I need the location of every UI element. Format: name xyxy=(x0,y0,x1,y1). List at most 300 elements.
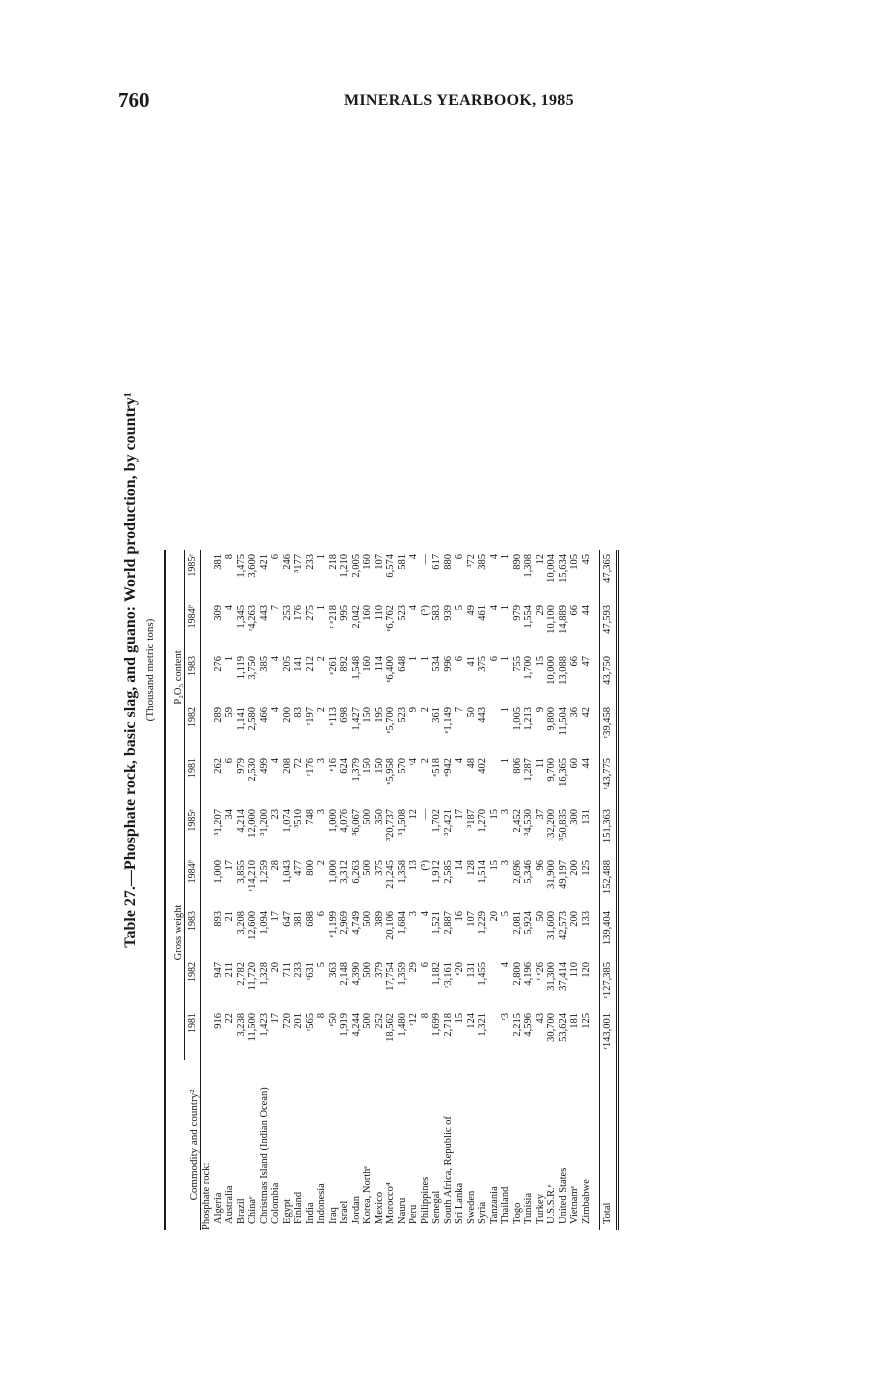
value-cell: 5,346 xyxy=(523,860,534,884)
value-cell: 1,684 xyxy=(396,911,408,935)
country-cell: Thailand xyxy=(500,1186,511,1224)
value-cell: ³4,530 xyxy=(523,809,534,836)
value-cell: 523 xyxy=(396,707,408,723)
table-row xyxy=(454,550,466,1230)
value-cell: 12 xyxy=(408,809,419,820)
table-row xyxy=(408,550,420,1230)
value-cell: ʳ197 xyxy=(304,707,316,726)
value-cell: 806 xyxy=(511,758,523,774)
table-row xyxy=(316,550,328,1230)
value-cell: 1,554 xyxy=(523,605,534,629)
group-header-gross-weight: Gross weight xyxy=(165,805,185,1060)
spacer-cell xyxy=(592,550,600,1230)
value-cell: 2,585 xyxy=(442,860,454,884)
value-cell: 133 xyxy=(580,911,592,927)
value-cell: 59 xyxy=(224,707,235,718)
value-cell: 11,504 xyxy=(557,707,569,736)
value-cell: 17,754 xyxy=(385,962,396,991)
value-cell: 252 xyxy=(373,1013,385,1029)
value-cell: 309 xyxy=(212,605,224,621)
value-cell: 979 xyxy=(511,605,523,621)
value-cell: 4 xyxy=(488,554,500,560)
table-row xyxy=(558,550,570,1230)
value-cell: 4,076 xyxy=(339,809,350,833)
value-cell: ᵉ261 xyxy=(327,656,339,675)
table-row xyxy=(546,550,558,1230)
value-cell: 125 xyxy=(580,1013,592,1029)
value-cell: 208 xyxy=(281,758,293,774)
country-cell: Philippines xyxy=(419,1176,431,1224)
table-row xyxy=(259,550,271,1230)
country-cell: Brazil xyxy=(235,1198,247,1224)
value-cell: ³187 xyxy=(465,809,477,828)
value-cell: 375 xyxy=(373,860,385,876)
value-cell: 1 xyxy=(500,554,511,560)
value-cell: 2 xyxy=(316,860,327,866)
value-cell: 8 xyxy=(224,554,235,560)
value-cell: 3 xyxy=(316,758,327,764)
value-cell: 2 xyxy=(316,707,327,713)
value-cell xyxy=(489,754,501,805)
value-cell: ᵉ20 xyxy=(454,962,465,976)
value-cell: 15 xyxy=(454,1013,465,1024)
value-cell: 995 xyxy=(339,605,350,621)
value-cell: 375 xyxy=(477,656,488,672)
country-cell: Korea, Northᵉ xyxy=(362,1165,373,1224)
value-cell: 29 xyxy=(408,962,419,973)
value-cell: 195 xyxy=(373,707,385,723)
country-cell: South Africa, Republic of xyxy=(442,1116,454,1224)
value-cell: 1 xyxy=(224,656,235,662)
value-cell xyxy=(489,703,501,754)
value-cell: 21,245 xyxy=(385,860,396,889)
value-cell: 4,196 xyxy=(523,962,534,986)
table-row xyxy=(385,550,397,1230)
value-cell: 2,887 xyxy=(442,911,454,935)
country-cell: Peru xyxy=(408,1204,419,1224)
value-cell: 31,600 xyxy=(546,911,557,940)
value-cell: 947 xyxy=(212,962,224,978)
country-cell: Iraq xyxy=(327,1207,339,1224)
value-cell: 21 xyxy=(224,911,235,922)
value-cell: 176 xyxy=(293,605,304,621)
country-cell: Australia xyxy=(224,1185,235,1224)
value-cell: 5 xyxy=(454,605,465,611)
country-cell: Nauru xyxy=(396,1197,408,1224)
value-cell: 523 xyxy=(396,605,408,621)
value-cell: 1 xyxy=(500,758,511,764)
value-cell: 16 xyxy=(454,911,465,922)
value-cell: 37,414 xyxy=(557,962,569,991)
value-cell: 66 xyxy=(569,605,580,616)
value-cell: 2,215 xyxy=(511,1013,523,1037)
value-cell: 110 xyxy=(569,962,580,978)
value-cell: 1,308 xyxy=(523,554,534,578)
country-cell: Egypt xyxy=(281,1198,293,1224)
value-cell: 3 xyxy=(500,860,511,866)
value-cell: 617 xyxy=(431,554,442,570)
value-cell: 4 xyxy=(270,707,281,713)
value-cell: 233 xyxy=(304,554,316,570)
value-cell: ᵉ1,199 xyxy=(327,911,339,938)
value-cell: 2,718 xyxy=(442,1013,454,1037)
value-cell: 11,500 xyxy=(247,1013,258,1042)
total-value-cell: ʳ143,001 xyxy=(600,1009,618,1060)
value-cell: 1,094 xyxy=(258,911,270,935)
value-cell: 4,244 xyxy=(350,1013,362,1037)
value-cell: 892 xyxy=(339,656,350,672)
value-cell: 4 xyxy=(270,758,281,764)
value-cell: 23 xyxy=(270,809,281,820)
value-cell: 3 xyxy=(500,809,511,815)
value-cell: 2,148 xyxy=(339,962,350,986)
value-cell: 44 xyxy=(580,605,592,616)
value-cell: 211 xyxy=(224,962,235,978)
value-cell: 22 xyxy=(224,1013,235,1024)
value-cell: 688 xyxy=(304,911,316,927)
value-cell: 110 xyxy=(373,605,385,621)
value-cell: 1,475 xyxy=(235,554,247,578)
value-cell: 5,924 xyxy=(523,911,534,935)
table-row xyxy=(397,550,409,1230)
table-row xyxy=(351,550,363,1230)
value-cell: 13 xyxy=(408,860,419,871)
value-cell: 2,042 xyxy=(350,605,362,629)
table-row xyxy=(581,550,593,1230)
value-cell: 916 xyxy=(212,1013,224,1029)
value-cell: 44 xyxy=(580,758,592,769)
value-cell: 15,634 xyxy=(557,554,569,583)
country-cell: Morocco⁴ xyxy=(385,1182,396,1224)
value-cell: 1 xyxy=(500,707,511,713)
value-cell: 570 xyxy=(396,758,408,774)
total-value-cell: 47,365 xyxy=(600,550,618,601)
table-row xyxy=(523,550,535,1230)
value-cell: ʳ3,161 xyxy=(442,962,454,988)
value-cell: ʳ631 xyxy=(304,962,316,981)
country-cell: U.S.S.R.ᵉ xyxy=(546,1184,557,1224)
value-cell: ᵉ113 xyxy=(327,707,339,726)
value-cell: 1,229 xyxy=(477,911,488,935)
value-cell: 4,214 xyxy=(235,809,247,833)
total-value-cell: 152,488 xyxy=(600,856,618,907)
table-row xyxy=(224,550,236,1230)
value-cell: ³177 xyxy=(293,554,304,573)
value-cell: 10,100 xyxy=(546,605,557,634)
value-cell: 4,749 xyxy=(350,911,362,935)
value-cell: 880 xyxy=(442,554,454,570)
value-cell: 3,855 xyxy=(235,860,247,884)
value-cell: 6 xyxy=(419,962,431,968)
value-cell: 6 xyxy=(316,911,327,917)
value-cell: 1,287 xyxy=(523,758,534,782)
table-row xyxy=(466,550,478,1230)
value-cell: 28 xyxy=(270,860,281,871)
year-header: 1985ᵉ xyxy=(185,550,201,601)
country-cell: Mexico xyxy=(373,1191,385,1224)
value-cell: 1,480 xyxy=(396,1013,408,1037)
value-cell: 160 xyxy=(362,656,373,672)
country-cell: United States xyxy=(557,1167,569,1224)
value-cell: 1 xyxy=(500,656,511,662)
year-header: 1984ᴾ xyxy=(185,856,201,907)
value-cell: 181 xyxy=(569,1013,580,1029)
value-cell: 1,345 xyxy=(235,605,247,629)
value-cell: 20,106 xyxy=(385,911,396,940)
value-cell: 4 xyxy=(224,605,235,611)
value-cell: ʳ ᵉ26 xyxy=(534,962,546,981)
value-cell: 5 xyxy=(500,911,511,917)
value-cell: 2,782 xyxy=(235,962,247,986)
value-cell: 1,119 xyxy=(235,656,247,680)
value-cell: 1,699 xyxy=(431,1013,442,1037)
value-cell: 890 xyxy=(511,554,523,570)
value-cell: 1,000 xyxy=(327,809,339,833)
value-cell: 45 xyxy=(580,554,592,565)
year-header: 1982 xyxy=(185,703,201,754)
value-cell: 1 xyxy=(500,605,511,611)
value-cell: 1,005 xyxy=(511,707,523,731)
value-cell: 477 xyxy=(293,860,304,876)
value-cell: 12,600 xyxy=(247,911,258,940)
value-cell: 31,300 xyxy=(546,962,557,991)
value-cell: 83 xyxy=(293,707,304,718)
table-row xyxy=(247,550,259,1230)
value-cell: 500 xyxy=(362,809,373,825)
section-row xyxy=(201,550,213,1230)
value-cell: ᵉ942 xyxy=(442,758,454,777)
table-row xyxy=(489,550,501,1230)
value-cell xyxy=(489,1009,501,1060)
value-cell: 581 xyxy=(396,554,408,570)
value-cell: 212 xyxy=(304,656,316,672)
value-cell: ³510 xyxy=(293,809,304,828)
value-cell: 466 xyxy=(258,707,270,723)
value-cell: 6,263 xyxy=(350,860,362,884)
value-cell: 1,455 xyxy=(477,962,488,986)
value-cell: 9 xyxy=(408,707,419,713)
value-cell: 1,000 xyxy=(327,860,339,884)
value-cell: 17 xyxy=(270,1013,281,1024)
value-cell: 1,321 xyxy=(477,1013,488,1037)
value-cell: 1,210 xyxy=(339,554,350,578)
year-header: 1981 xyxy=(185,754,201,805)
value-cell: 4 xyxy=(270,656,281,662)
group-header-p2o5-content: P₂O₅ content xyxy=(165,550,185,805)
value-cell: 381 xyxy=(293,911,304,927)
value-cell: 34 xyxy=(224,809,235,820)
value-cell: 42,573 xyxy=(557,911,569,940)
value-cell: 17 xyxy=(454,809,465,820)
value-cell: 30,700 xyxy=(546,1013,557,1042)
table-row xyxy=(282,550,294,1230)
country-cell: Colombia xyxy=(270,1182,281,1224)
value-cell: 711 xyxy=(281,962,293,978)
value-cell: 2,800 xyxy=(511,962,523,986)
value-cell: 150 xyxy=(362,707,373,723)
table-row xyxy=(213,550,225,1230)
value-cell: 2 xyxy=(419,707,431,713)
value-cell: 41 xyxy=(465,656,477,667)
value-cell: 131 xyxy=(465,962,477,978)
value-cell: 10,000 xyxy=(546,656,557,685)
value-cell: 500 xyxy=(362,911,373,927)
value-cell: 218 xyxy=(327,554,339,570)
value-cell: 4,390 xyxy=(350,962,362,986)
value-cell: 3 xyxy=(408,911,419,917)
value-cell: 6 xyxy=(488,656,500,662)
value-cell: 11,720 xyxy=(247,962,258,991)
value-cell: 48 xyxy=(465,758,477,769)
value-cell: 37 xyxy=(534,809,546,820)
table-row xyxy=(443,550,455,1230)
value-cell: 1,700 xyxy=(523,656,534,680)
value-cell: ʳ12 xyxy=(408,1013,419,1026)
value-cell: 1 xyxy=(316,554,327,560)
value-cell: 200 xyxy=(281,707,293,723)
value-cell: 1,514 xyxy=(477,860,488,884)
value-cell: ᵉ5,700 xyxy=(385,707,396,734)
value-cell: 1,074 xyxy=(281,809,293,833)
value-cell: 14 xyxy=(454,860,465,871)
value-cell: 500 xyxy=(362,860,373,876)
value-cell: ³2,421 xyxy=(442,809,454,836)
value-cell: 15 xyxy=(534,656,546,667)
value-cell: 60 xyxy=(569,758,580,769)
value-cell: 3,238 xyxy=(235,1013,247,1037)
value-cell: 1,423 xyxy=(258,1013,270,1037)
value-cell: 1,270 xyxy=(477,809,488,833)
year-header: 1982 xyxy=(185,958,201,1009)
country-cell: Sri Lanka xyxy=(454,1182,465,1224)
value-cell: 15 xyxy=(488,809,500,820)
value-cell: 107 xyxy=(373,554,385,570)
country-cell: India xyxy=(304,1202,316,1224)
page-number: 760 xyxy=(118,88,150,112)
value-cell: 47 xyxy=(580,656,592,667)
value-cell: 500 xyxy=(362,962,373,978)
value-cell: 8 xyxy=(316,1013,327,1019)
country-cell: Syria xyxy=(477,1201,488,1224)
value-cell: 1,359 xyxy=(396,962,408,986)
value-cell: 300 xyxy=(569,809,580,825)
value-cell: 36 xyxy=(569,707,580,718)
value-cell: ᵉ1,149 xyxy=(442,707,454,734)
value-cell: 124 xyxy=(465,1013,477,1029)
year-header: 1983 xyxy=(185,907,201,958)
value-cell: 6 xyxy=(454,554,465,560)
value-cell: ³72 xyxy=(465,554,477,568)
total-value-cell: 43,750 xyxy=(600,652,618,703)
country-cell: Turkey xyxy=(534,1194,546,1224)
value-cell xyxy=(489,958,501,1009)
total-value-cell: ʳ43,775 xyxy=(600,754,618,805)
country-cell: Jordan xyxy=(350,1196,362,1224)
value-cell: 1,919 xyxy=(339,1013,350,1037)
year-header: 1984ᴾ xyxy=(185,601,201,652)
country-cell: Tunisia xyxy=(523,1192,534,1224)
value-cell: 125 xyxy=(580,860,592,876)
table-row xyxy=(305,550,317,1230)
value-cell: ³6,067 xyxy=(350,809,362,836)
value-cell: 361 xyxy=(431,707,442,723)
value-cell: 4 xyxy=(408,554,419,560)
total-value-cell: ʳ39,458 xyxy=(600,703,618,754)
country-cell: Chinaᵉ xyxy=(247,1196,258,1224)
running-head: MINERALS YEARBOOK, 1985 xyxy=(344,92,574,109)
value-cell: 800 xyxy=(304,860,316,876)
value-cell: 3 xyxy=(316,809,327,815)
value-cell: 4 xyxy=(454,758,465,764)
value-cell: 150 xyxy=(362,758,373,774)
value-cell: 43 xyxy=(534,1013,546,1024)
table-row xyxy=(512,550,524,1230)
value-cell: 50 xyxy=(534,911,546,922)
value-cell: 120 xyxy=(580,962,592,978)
value-cell: (⁵) xyxy=(419,605,431,616)
value-cell: 53,624 xyxy=(557,1013,569,1042)
country-cell: Christmas Island (Indian Ocean) xyxy=(258,1087,270,1224)
value-cell: 96 xyxy=(534,860,546,871)
country-cell: Israel xyxy=(339,1200,350,1224)
value-cell: 15 xyxy=(488,860,500,871)
value-cell: 583 xyxy=(431,605,442,621)
value-cell: 11 xyxy=(534,758,546,769)
value-cell: 18,562 xyxy=(385,1013,396,1042)
value-cell: ᵉ5,958 xyxy=(385,758,396,785)
value-cell: 443 xyxy=(477,707,488,723)
value-cell: 6 xyxy=(270,554,281,560)
value-cell: 379 xyxy=(373,962,385,978)
value-cell: 7 xyxy=(454,707,465,713)
value-cell: 499 xyxy=(258,758,270,774)
value-cell: 17 xyxy=(270,911,281,922)
value-cell: 32,200 xyxy=(546,809,557,838)
value-cell: 201 xyxy=(293,1013,304,1029)
table-row xyxy=(569,550,581,1230)
value-cell: 385 xyxy=(477,554,488,570)
value-cell: 233 xyxy=(293,962,304,978)
value-cell: 3,600 xyxy=(247,554,258,578)
value-cell: 131 xyxy=(580,809,592,825)
table-row xyxy=(270,550,282,1230)
value-cell: 66 xyxy=(569,656,580,667)
value-cell: 114 xyxy=(373,656,385,672)
value-cell: ᵉ518 xyxy=(431,758,442,777)
value-cell: 381 xyxy=(212,554,224,570)
value-cell: ᵉ50 xyxy=(327,1013,339,1027)
value-cell: 893 xyxy=(212,911,224,927)
value-cell: 4 xyxy=(488,605,500,611)
value-cell: 4 xyxy=(419,911,431,917)
table-row xyxy=(431,550,443,1230)
table-row xyxy=(535,550,547,1230)
row-header-label: Commodity and country² xyxy=(165,1060,201,1230)
country-cell: Indonesia xyxy=(316,1183,327,1224)
year-header: 1985ᵉ xyxy=(185,805,201,856)
value-cell: 350 xyxy=(373,809,385,825)
value-cell: 1,213 xyxy=(523,707,534,731)
value-cell: 200 xyxy=(569,860,580,876)
value-cell: 2 xyxy=(316,656,327,662)
value-cell: 2,969 xyxy=(339,911,350,935)
value-cell: 1,259 xyxy=(258,860,270,884)
value-cell: ʳ3 xyxy=(500,1013,511,1021)
table-title: Table 27.—Phosphate rock, basic slag, and guano: World production, by country¹ xyxy=(122,392,139,948)
country-cell: Sweden xyxy=(465,1190,477,1224)
value-cell: 4 xyxy=(408,605,419,611)
value-cell: 20 xyxy=(488,911,500,922)
